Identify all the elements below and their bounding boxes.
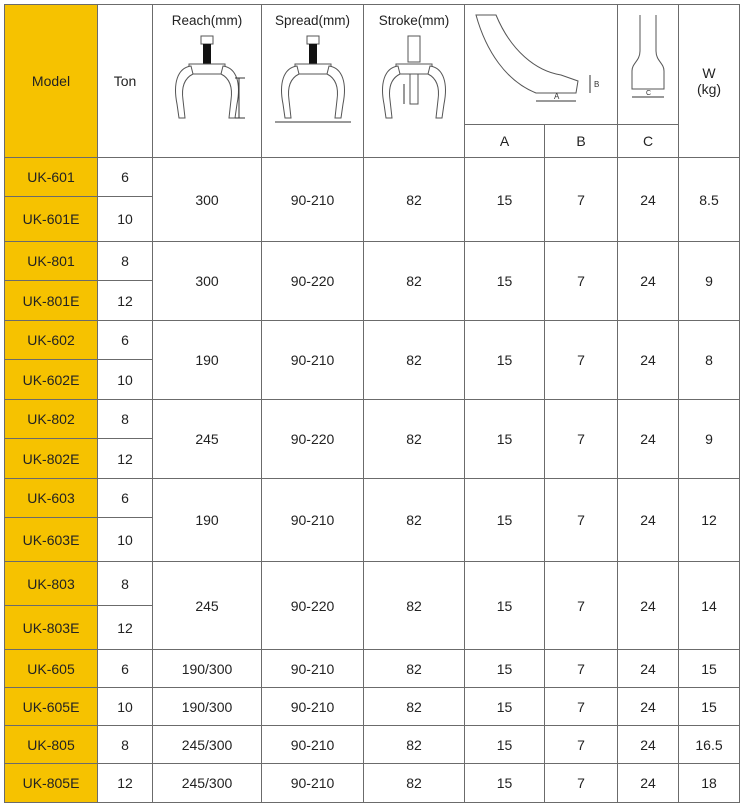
ton-cell: 12 <box>98 764 153 803</box>
weight-cell: 9 <box>679 242 740 321</box>
ton-cell: 6 <box>98 650 153 688</box>
spread-cell: 90-210 <box>262 764 364 803</box>
header-stroke <box>364 5 465 158</box>
table-row <box>5 400 740 439</box>
model-cell: UK-803 <box>5 562 98 606</box>
model-cell: UK-803E <box>5 606 98 650</box>
c-cell: 24 <box>618 726 679 764</box>
jaw-width-illustration <box>618 11 678 106</box>
header-c-diagram <box>618 5 679 125</box>
a-cell: 15 <box>465 400 545 479</box>
a-cell: 15 <box>465 321 545 400</box>
spec-table-wrapper <box>4 4 739 799</box>
reach-puller-illustration <box>153 34 261 129</box>
ton-cell: 12 <box>98 281 153 321</box>
c-cell: 24 <box>618 321 679 400</box>
model-cell: UK-802 <box>5 400 98 439</box>
header-row <box>5 5 740 125</box>
weight-cell: 18 <box>679 764 740 803</box>
table-row <box>5 321 740 360</box>
diagram-label-c: C <box>646 90 652 97</box>
c-cell: 24 <box>618 400 679 479</box>
header-stroke-label: Stroke(mm) <box>378 13 450 28</box>
table-row <box>5 158 740 197</box>
weight-cell: 16.5 <box>679 726 740 764</box>
spread-cell: 90-210 <box>262 479 364 562</box>
c-cell: 24 <box>618 242 679 321</box>
weight-cell: 15 <box>679 688 740 726</box>
diagram-label-a: A <box>554 92 560 101</box>
a-cell: 15 <box>465 726 545 764</box>
ton-cell: 6 <box>98 321 153 360</box>
model-cell: UK-605E <box>5 688 98 726</box>
spread-cell: 90-210 <box>262 688 364 726</box>
a-cell: 15 <box>465 650 545 688</box>
a-cell: 15 <box>465 562 545 650</box>
ton-cell: 6 <box>98 158 153 197</box>
spread-cell: 90-210 <box>262 321 364 400</box>
spread-cell: 90-220 <box>262 400 364 479</box>
model-cell: UK-603 <box>5 479 98 518</box>
table-row <box>5 726 740 764</box>
b-cell: 7 <box>545 158 618 242</box>
diagram-label-b: B <box>594 80 600 89</box>
stroke-cell: 82 <box>364 158 465 242</box>
header-spread <box>262 5 364 158</box>
ton-cell: 10 <box>98 688 153 726</box>
spread-puller-illustration <box>262 34 363 129</box>
header-model: Model <box>5 5 98 158</box>
b-cell: 7 <box>545 688 618 726</box>
reach-cell: 190/300 <box>153 688 262 726</box>
c-cell: 24 <box>618 650 679 688</box>
header-weight <box>679 5 740 158</box>
reach-cell: 245/300 <box>153 726 262 764</box>
a-cell: 15 <box>465 242 545 321</box>
weight-cell: 14 <box>679 562 740 650</box>
header-reach <box>153 5 262 158</box>
header-col-c: C <box>618 125 679 158</box>
c-cell: 24 <box>618 158 679 242</box>
header-col-b: B <box>545 125 618 158</box>
stroke-cell: 82 <box>364 726 465 764</box>
a-cell: 15 <box>465 764 545 803</box>
ton-cell: 10 <box>98 360 153 400</box>
model-cell: UK-602E <box>5 360 98 400</box>
table-row <box>5 562 740 606</box>
stroke-cell: 82 <box>364 650 465 688</box>
weight-cell: 12 <box>679 479 740 562</box>
ton-cell: 8 <box>98 726 153 764</box>
ton-cell: 8 <box>98 242 153 281</box>
jaw-tip-illustration <box>465 11 617 106</box>
ton-cell: 12 <box>98 606 153 650</box>
c-cell: 24 <box>618 479 679 562</box>
header-weight-line1: W <box>702 65 716 81</box>
spread-cell: 90-210 <box>262 158 364 242</box>
a-cell: 15 <box>465 158 545 242</box>
stroke-cell: 82 <box>364 479 465 562</box>
table-row <box>5 688 740 726</box>
reach-cell: 245 <box>153 400 262 479</box>
spread-cell: 90-220 <box>262 242 364 321</box>
b-cell: 7 <box>545 562 618 650</box>
table-row <box>5 242 740 281</box>
b-cell: 7 <box>545 400 618 479</box>
reach-cell: 300 <box>153 158 262 242</box>
spread-cell: 90-210 <box>262 650 364 688</box>
header-jaw-diagram <box>465 5 618 125</box>
model-cell: UK-602 <box>5 321 98 360</box>
stroke-cell: 82 <box>364 242 465 321</box>
header-spread-label: Spread(mm) <box>274 13 350 28</box>
header-reach-label: Reach(mm) <box>171 13 243 28</box>
weight-cell: 9 <box>679 400 740 479</box>
header-ton: Ton <box>98 5 153 158</box>
c-cell: 24 <box>618 764 679 803</box>
b-cell: 7 <box>545 764 618 803</box>
model-cell: UK-605 <box>5 650 98 688</box>
stroke-puller-illustration <box>364 34 464 129</box>
model-cell: UK-805 <box>5 726 98 764</box>
table-row <box>5 479 740 518</box>
stroke-cell: 82 <box>364 562 465 650</box>
model-cell: UK-801E <box>5 281 98 321</box>
a-cell: 15 <box>465 479 545 562</box>
reach-cell: 245/300 <box>153 764 262 803</box>
model-cell: UK-603E <box>5 518 98 562</box>
b-cell: 7 <box>545 321 618 400</box>
table-row <box>5 650 740 688</box>
reach-cell: 190 <box>153 321 262 400</box>
header-weight-line2: (kg) <box>696 81 722 97</box>
a-cell: 15 <box>465 688 545 726</box>
stroke-cell: 82 <box>364 764 465 803</box>
spec-table <box>4 4 740 803</box>
stroke-cell: 82 <box>364 688 465 726</box>
ton-cell: 6 <box>98 479 153 518</box>
reach-cell: 245 <box>153 562 262 650</box>
ton-cell: 8 <box>98 562 153 606</box>
reach-cell: 190/300 <box>153 650 262 688</box>
model-cell: UK-601E <box>5 197 98 242</box>
c-cell: 24 <box>618 688 679 726</box>
reach-cell: 190 <box>153 479 262 562</box>
c-cell: 24 <box>618 562 679 650</box>
header-col-a: A <box>465 125 545 158</box>
model-cell: UK-601 <box>5 158 98 197</box>
b-cell: 7 <box>545 726 618 764</box>
spread-cell: 90-210 <box>262 726 364 764</box>
weight-cell: 8.5 <box>679 158 740 242</box>
ton-cell: 12 <box>98 439 153 479</box>
stroke-cell: 82 <box>364 321 465 400</box>
table-body <box>5 158 740 803</box>
ton-cell: 8 <box>98 400 153 439</box>
weight-cell: 15 <box>679 650 740 688</box>
weight-cell: 8 <box>679 321 740 400</box>
table-row <box>5 764 740 803</box>
ton-cell: 10 <box>98 197 153 242</box>
b-cell: 7 <box>545 479 618 562</box>
stroke-cell: 82 <box>364 400 465 479</box>
reach-cell: 300 <box>153 242 262 321</box>
b-cell: 7 <box>545 650 618 688</box>
model-cell: UK-801 <box>5 242 98 281</box>
b-cell: 7 <box>545 242 618 321</box>
spread-cell: 90-220 <box>262 562 364 650</box>
ton-cell: 10 <box>98 518 153 562</box>
model-cell: UK-802E <box>5 439 98 479</box>
model-cell: UK-805E <box>5 764 98 803</box>
